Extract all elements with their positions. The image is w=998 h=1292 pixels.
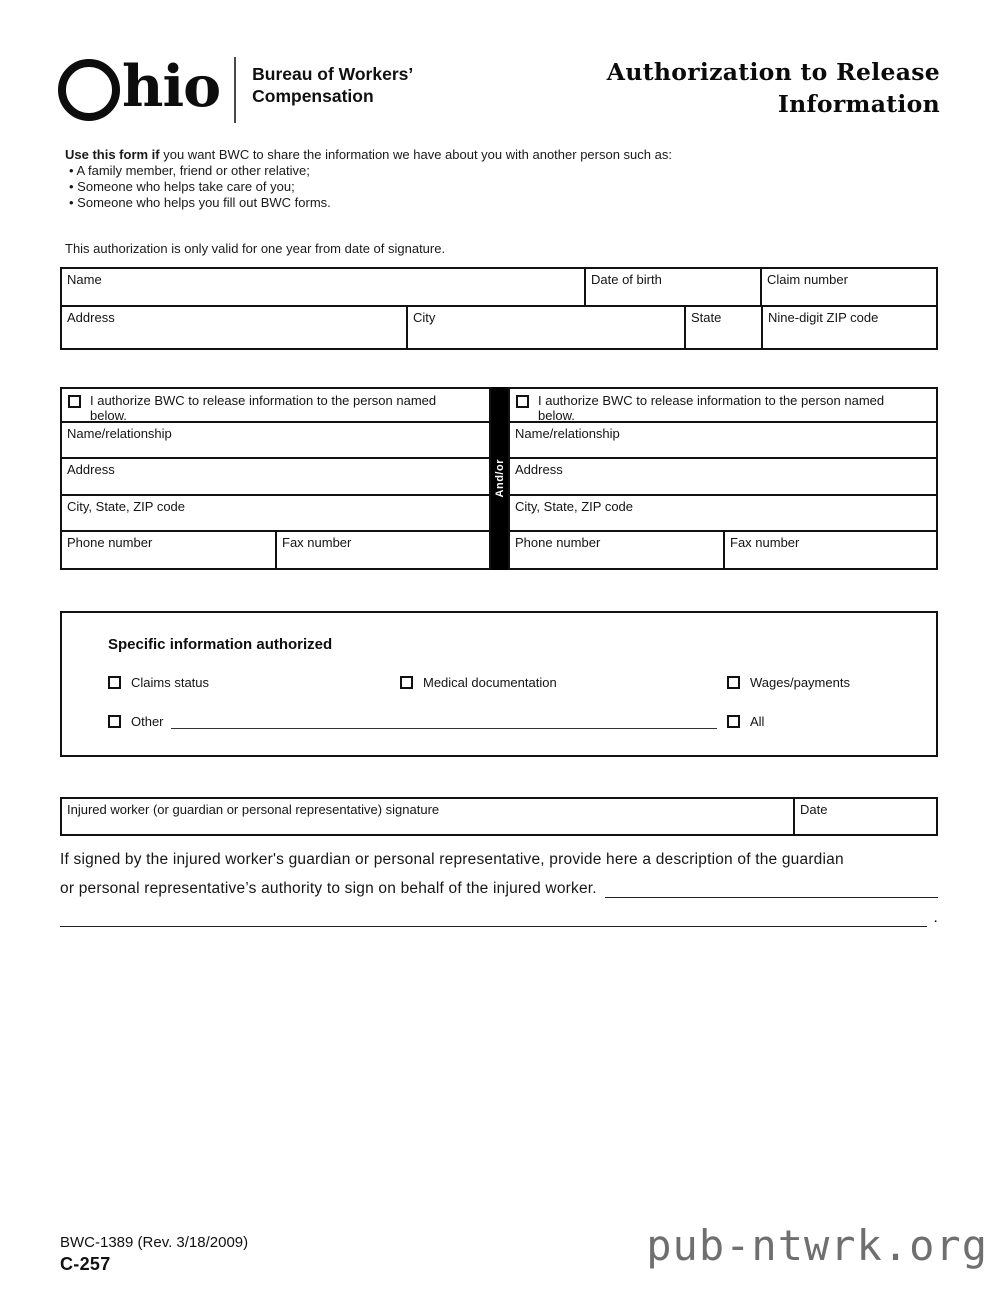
city-field-cell[interactable] xyxy=(408,307,686,348)
signature-table xyxy=(60,797,938,836)
authorize-2-city-state-zip-field-cell[interactable] xyxy=(510,496,936,532)
authorize-1-phone-fax-row xyxy=(62,532,489,568)
authorize-1-city-state-zip-field-cell[interactable] xyxy=(62,496,489,532)
claims-status-checkbox[interactable] xyxy=(108,676,121,689)
claims-status-option xyxy=(108,675,209,690)
authorize-1-name-field-cell[interactable] xyxy=(62,423,489,459)
authorize-box-1 xyxy=(60,387,491,570)
other-checkbox[interactable] xyxy=(108,715,121,728)
personal-info-table xyxy=(60,267,938,350)
state-field-cell[interactable] xyxy=(686,307,763,348)
all-option xyxy=(727,714,764,729)
fax-number-label: Fax number xyxy=(730,535,800,550)
name-relationship-label: Name/relationship xyxy=(67,426,172,441)
authorize-1-header xyxy=(62,389,489,423)
authorize-2-name-field-cell[interactable] xyxy=(510,423,936,459)
guardian-fill-in-line-1[interactable] xyxy=(605,874,938,898)
medical-documentation-label: Medical documentation xyxy=(423,675,557,690)
wages-payments-checkbox[interactable] xyxy=(727,676,740,689)
watermark-text: pub-ntwrk.org xyxy=(646,1221,988,1270)
intro-lead-bold: Use this form if xyxy=(65,147,160,162)
authorize-2-fax-field-cell[interactable] xyxy=(725,532,936,568)
intro-bullet-3: • Someone who helps you fill out BWC forms. xyxy=(69,195,331,210)
date-field-cell[interactable] xyxy=(795,799,936,834)
address-field-cell[interactable] xyxy=(62,307,408,348)
dob-field-cell[interactable] xyxy=(586,269,762,305)
fax-number-label: Fax number xyxy=(282,535,352,550)
guardian-note-line2: or personal representative’s authority to sign on behalf of the injured worker. xyxy=(60,880,597,897)
table-row xyxy=(62,269,936,307)
claim-number-field-cell[interactable] xyxy=(762,269,936,305)
city-state-zip-label: City, State, ZIP code xyxy=(67,499,186,514)
guardian-note-line2-row xyxy=(60,874,938,903)
bureau-line2: Compensation xyxy=(252,86,374,106)
city-label: City xyxy=(413,310,436,325)
intro-bullet-1: • A family member, friend or other relative; xyxy=(69,163,310,178)
ohio-logo-text: hio xyxy=(122,53,221,120)
phone-number-label: Phone number xyxy=(515,535,601,550)
phone-number-label: Phone number xyxy=(67,535,153,550)
bureau-name xyxy=(252,63,413,107)
all-checkbox[interactable] xyxy=(727,715,740,728)
authorize-section xyxy=(60,387,938,570)
dob-label: Date of birth xyxy=(591,272,662,287)
other-option xyxy=(108,714,717,729)
intro-text xyxy=(65,147,945,211)
state-label: State xyxy=(691,310,722,325)
authorize-2-checkbox-label: I authorize BWC to release information to the person named below. xyxy=(538,393,885,423)
guardian-note xyxy=(60,845,938,932)
name-label: Name xyxy=(67,272,102,287)
footer xyxy=(60,1234,248,1275)
date-label: Date xyxy=(800,802,828,817)
logo-divider xyxy=(234,57,236,123)
other-fill-in-line[interactable] xyxy=(171,714,717,729)
address-label: Address xyxy=(67,310,115,325)
medical-documentation-option xyxy=(400,675,557,690)
page-title xyxy=(607,56,940,120)
name-field-cell[interactable] xyxy=(62,269,586,305)
wages-payments-option xyxy=(727,675,850,690)
signature-field-cell[interactable] xyxy=(62,799,795,834)
page-title-line2: Information xyxy=(777,90,940,118)
authorize-2-checkbox[interactable] xyxy=(516,395,529,408)
intro-lead xyxy=(65,147,945,163)
authorize-1-address-field-cell[interactable] xyxy=(62,459,489,496)
guardian-note-period: . xyxy=(933,909,938,926)
ohio-bwc-logo xyxy=(58,54,413,123)
authorize-2-phone-fax-row xyxy=(510,532,936,568)
guardian-note-line1: If signed by the injured worker's guardian or personal representative, provide here a description of the guardian xyxy=(60,851,844,868)
authorize-2-header xyxy=(510,389,936,423)
zip-field-cell[interactable] xyxy=(763,307,936,348)
claim-number-label: Claim number xyxy=(767,272,848,287)
authorize-1-fax-field-cell[interactable] xyxy=(277,532,489,568)
other-label: Other xyxy=(131,714,164,729)
authorize-1-checkbox[interactable] xyxy=(68,395,81,408)
all-label: All xyxy=(750,714,765,729)
and-or-connector-bar xyxy=(491,387,508,570)
authorize-2-address-field-cell[interactable] xyxy=(510,459,936,496)
intro-bullet-2: • Someone who helps take care of you; xyxy=(69,179,295,194)
specific-info-box xyxy=(60,611,938,757)
address-label: Address xyxy=(515,462,563,477)
intro-lead-rest: you want BWC to share the information we have about you with another person such as: xyxy=(159,147,672,162)
authorize-box-2 xyxy=(508,387,938,570)
authorize-1-phone-field-cell[interactable] xyxy=(62,532,277,568)
authorize-1-checkbox-label: I authorize BWC to release information to the person named below. xyxy=(90,393,437,423)
table-row xyxy=(62,307,936,348)
claims-status-label: Claims status xyxy=(131,675,210,690)
page-title-line1: Authorization to Release xyxy=(606,58,940,86)
specific-info-title: Specific information authorized xyxy=(108,636,333,653)
city-state-zip-label: City, State, ZIP code xyxy=(515,499,634,514)
form-number: BWC-1389 (Rev. 3/18/2009) xyxy=(60,1234,249,1251)
guardian-fill-in-line-2[interactable] xyxy=(60,903,927,927)
address-label: Address xyxy=(67,462,115,477)
ohio-o-ring-icon xyxy=(58,59,120,121)
bureau-line1: Bureau of Workers’ xyxy=(252,64,414,84)
authorize-2-phone-field-cell[interactable] xyxy=(510,532,725,568)
signature-label: Injured worker (or guardian or personal representative) signature xyxy=(67,802,440,817)
guardian-note-line3-row xyxy=(60,903,938,932)
form-code: C-257 xyxy=(60,1254,111,1274)
and-or-label: And/or xyxy=(493,459,506,498)
wages-payments-label: Wages/payments xyxy=(750,675,850,690)
medical-documentation-checkbox[interactable] xyxy=(400,676,413,689)
name-relationship-label: Name/relationship xyxy=(515,426,620,441)
validity-note: This authorization is only valid for one year from date of signature. xyxy=(65,241,446,256)
zip-label: Nine-digit ZIP code xyxy=(768,310,879,325)
